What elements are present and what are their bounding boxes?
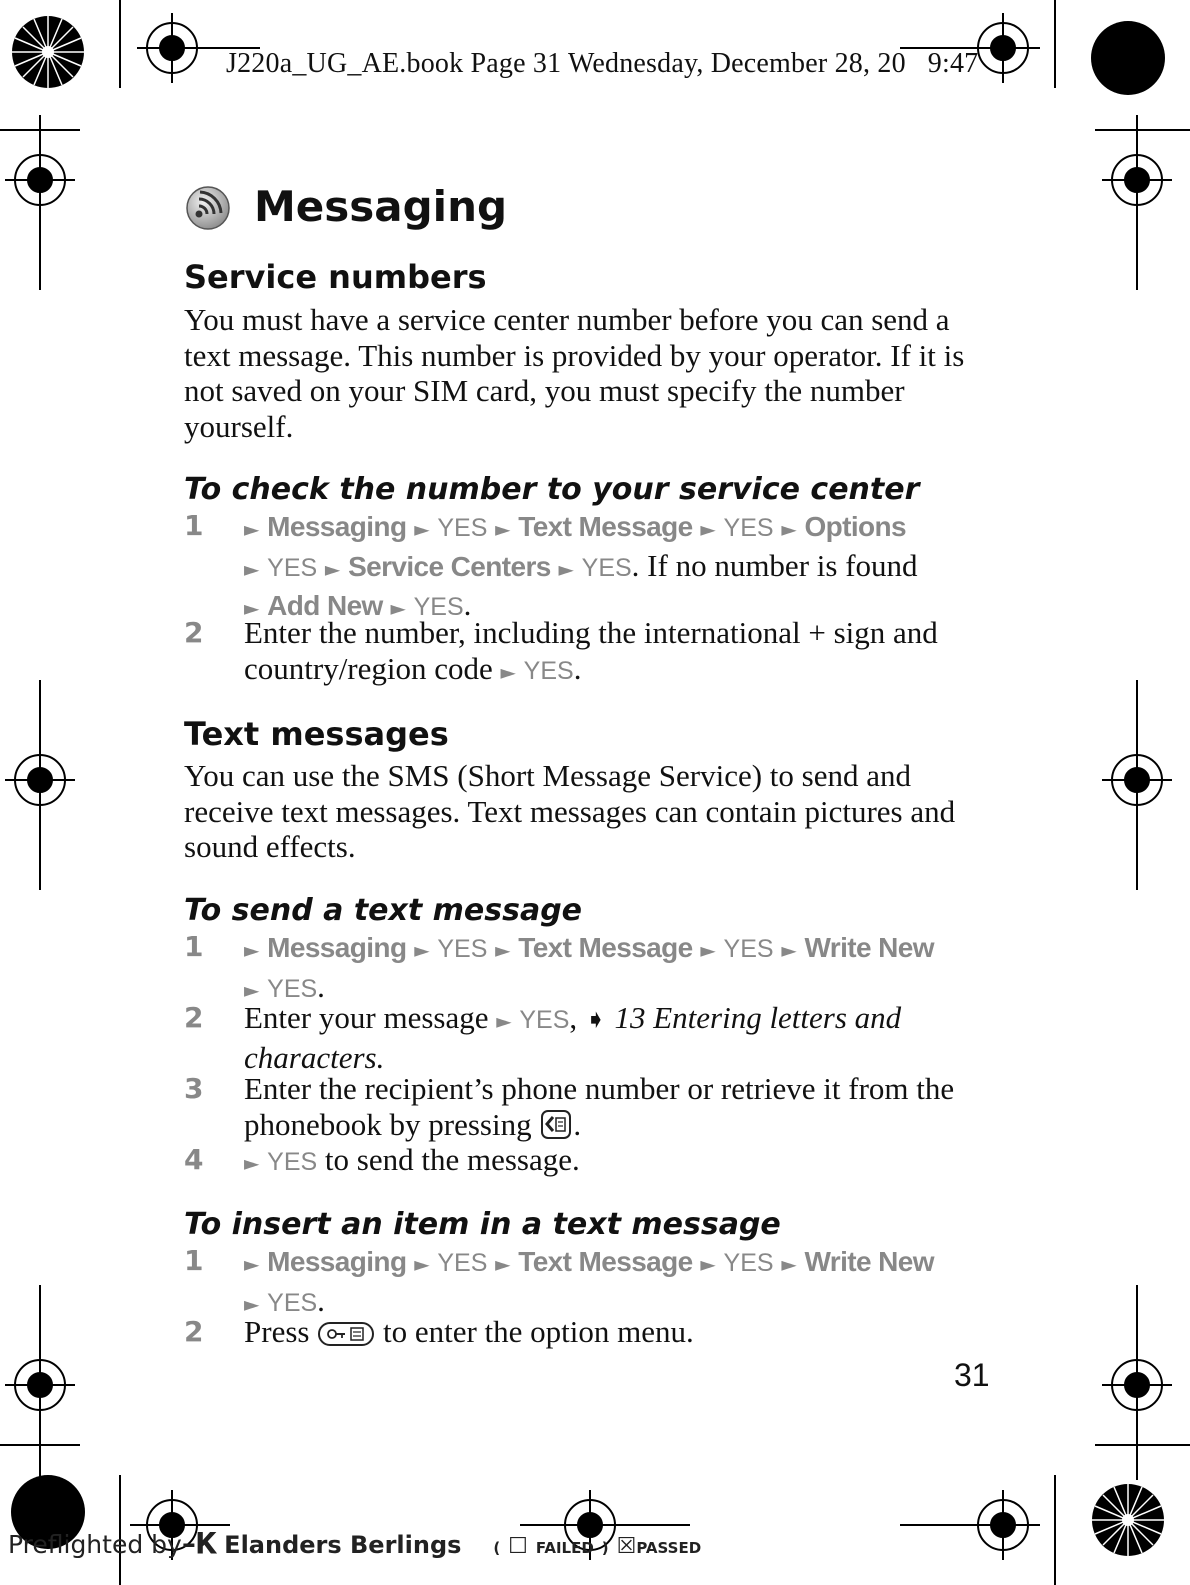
menu-text-message: Text Message xyxy=(518,1246,693,1277)
step-number: 2 xyxy=(184,1001,204,1034)
arrow-right-icon: ► xyxy=(244,556,260,581)
arrow-right-icon: ► xyxy=(244,938,260,962)
arrow-right-icon: ► xyxy=(244,1151,260,1175)
arrow-right-icon: ► xyxy=(414,517,430,541)
arrow-right-icon: ► xyxy=(324,556,341,581)
softkey-yes: YES xyxy=(723,514,774,542)
text-messages-body: You can use the SMS (Short Message Service) to send and receive text messages. Text messages can contain pictures and sound effects. xyxy=(184,758,956,864)
softkey-yes: YES xyxy=(437,514,488,542)
menu-messaging: Messaging xyxy=(267,932,407,963)
step-text: Enter the recipient’s phone number or retrieve it from the phonebook by pressing xyxy=(244,1071,955,1142)
checkbox-empty-icon: ☐ xyxy=(508,1534,528,1559)
arrow-right-icon: ► xyxy=(500,659,516,684)
punctuation: . xyxy=(317,1282,325,1318)
step-text: Press xyxy=(244,1314,310,1349)
arrow-right-icon: ► xyxy=(700,938,716,962)
paren: ) xyxy=(601,1539,609,1557)
arrow-right-icon: ► xyxy=(414,938,430,962)
menu-text-message: Text Message xyxy=(518,932,693,963)
service-numbers-body: You must have a service center number before you can send a text message. This number is provided by your operator. If it is not saved on your SIM card, you must specify the number yourself. xyxy=(184,302,965,444)
heading-check-number: To check the number to your service center xyxy=(184,472,920,507)
menu-messaging: Messaging xyxy=(267,511,407,542)
arrow-right-icon: ► xyxy=(781,1252,797,1276)
reference-arrow-icon: ➧ xyxy=(584,1005,607,1035)
messaging-icon xyxy=(184,186,232,232)
softkey-yes: YES xyxy=(267,1148,318,1176)
step-number: 4 xyxy=(184,1143,204,1176)
print-header-book: J220a_UG_AE.book Page 31 Wednesday, December 28, 20 xyxy=(226,48,906,79)
punctuation: . xyxy=(573,1106,582,1142)
softkey-yes: YES xyxy=(267,553,318,582)
checkbox-checked-icon: ☒ xyxy=(616,1534,637,1559)
menu-add-new: Add New xyxy=(267,590,383,621)
menu-service-centers: Service Centers xyxy=(348,550,551,582)
phonebook-key-icon xyxy=(539,1109,573,1141)
arrow-right-icon: ► xyxy=(781,517,797,541)
step-text: Enter your message xyxy=(244,1000,489,1035)
step-number: 1 xyxy=(184,930,204,963)
punctuation: . xyxy=(317,968,325,1004)
punctuation: . xyxy=(376,1039,385,1075)
print-header-time: 9:47 xyxy=(927,48,979,79)
arrow-right-icon: ► xyxy=(414,1252,430,1276)
softkey-yes: YES xyxy=(413,593,464,621)
preflight-label: Preflighted by xyxy=(8,1530,182,1559)
heading-send-message: To send a text message xyxy=(184,893,583,928)
step-text: . If no number is found xyxy=(631,547,918,583)
arrow-right-icon: ► xyxy=(244,517,260,541)
arrow-right-icon: ► xyxy=(390,596,406,620)
arrow-right-icon: ► xyxy=(700,517,716,541)
step-number: 1 xyxy=(184,1244,204,1277)
heading-insert-item: To insert an item in a text message xyxy=(184,1207,781,1242)
passed-label: PASSED xyxy=(636,1539,702,1557)
page-title: Messaging xyxy=(254,182,508,231)
menu-write-new: Write New xyxy=(804,1246,934,1277)
softkey-yes: YES xyxy=(523,656,574,685)
starburst-mark xyxy=(12,16,84,88)
step-number: 2 xyxy=(184,1315,204,1348)
menu-options: Options xyxy=(804,511,907,542)
softkey-yes: YES xyxy=(723,935,774,963)
arrow-right-icon: ► xyxy=(244,1252,260,1276)
preflight-stamp xyxy=(8,1527,701,1561)
brand-name: Elanders Berlings xyxy=(224,1531,462,1559)
step-number: 3 xyxy=(184,1072,204,1105)
print-header xyxy=(226,48,978,80)
step-text: to enter the option menu. xyxy=(375,1314,694,1349)
arrow-right-icon: ► xyxy=(244,977,260,1002)
menu-text-message: Text Message xyxy=(518,511,693,542)
step-number: 2 xyxy=(184,616,204,649)
arrow-right-icon: ► xyxy=(495,938,511,962)
softkey-yes: YES xyxy=(519,1006,570,1034)
softkey-yes: YES xyxy=(437,935,488,963)
arrow-right-icon: ► xyxy=(495,517,511,541)
menu-write-new: Write New xyxy=(804,932,934,963)
softkey-yes: YES xyxy=(267,974,318,1003)
page-number: 31 xyxy=(954,1357,990,1393)
arrow-right-icon: ► xyxy=(700,1252,716,1276)
arrow-right-icon: ► xyxy=(496,1009,512,1033)
failed-label: FAILED xyxy=(535,1539,594,1557)
option-key-icon xyxy=(317,1320,375,1348)
softkey-yes: YES xyxy=(723,1249,774,1277)
heading-service-numbers: Service numbers xyxy=(184,258,487,296)
arrow-right-icon: ► xyxy=(495,1252,511,1276)
cross-reference: 13 Entering letters and characters xyxy=(244,1000,902,1075)
solid-mark xyxy=(1091,21,1165,95)
softkey-yes: YES xyxy=(437,1249,488,1277)
softkey-yes: YES xyxy=(581,553,632,582)
brand-logo-icon: –𝐊 xyxy=(181,1527,217,1560)
arrow-right-icon: ► xyxy=(244,1291,260,1316)
starburst-mark xyxy=(1092,1484,1164,1556)
step-number: 1 xyxy=(184,509,204,542)
heading-text-messages: Text messages xyxy=(184,715,449,753)
arrow-right-icon: ► xyxy=(558,556,574,581)
arrow-right-icon: ► xyxy=(244,596,260,620)
step-text: Enter the number, including the international + sign and country/region code xyxy=(244,615,938,686)
punctuation: . xyxy=(573,650,582,686)
paren: ( xyxy=(493,1539,501,1557)
arrow-right-icon: ► xyxy=(781,938,797,962)
punctuation: , xyxy=(569,1000,578,1035)
softkey-yes: YES xyxy=(267,1288,318,1317)
step-text: to send the message. xyxy=(317,1142,580,1177)
menu-messaging: Messaging xyxy=(267,1246,407,1277)
punctuation: . xyxy=(463,587,472,622)
